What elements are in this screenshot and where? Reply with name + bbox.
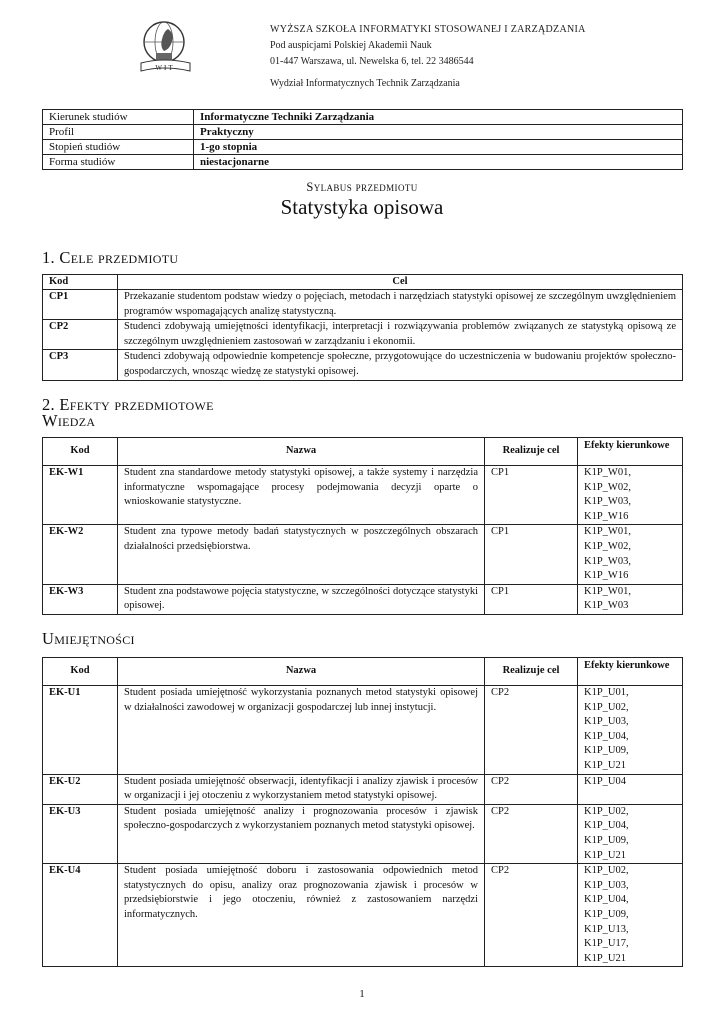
info-row (43, 125, 683, 140)
effect-text: Student posiada umiejętność doboru i zastosowania odpowiednich metod statystycznych do opisu, analizy oraz prognozowania zjawisk i procesów w przedsiębiorstwie i jego otoczeniu, również z zastosowaniem narzędzi informatycznych. (118, 864, 485, 967)
effect-directional-list (578, 686, 683, 775)
effect-code: EK-U4 (43, 864, 118, 967)
page-number: 1 (359, 988, 365, 1000)
goal-text: Przekazanie studentom podstaw wiedzy o pojęciach, metodach i narzędziach statystyki opisowej ze szczególnym uwzględnieniem programów wspomagających analizę statystyczną. (118, 290, 683, 320)
effect-code: EK-W2 (43, 525, 118, 584)
knowledge-table (42, 437, 683, 615)
effect-text: Student zna standardowe metody statystyki opisowej, a także systemy i narzędzia informatyczne wspomagające procesy podejmowania decyzji oparte o wnioskowanie statystyczne. (118, 466, 485, 525)
info-label: Stopień studiów (43, 140, 194, 155)
faculty-name: Wydział Informatycznych Technik Zarządzania (270, 78, 460, 89)
goal-text: Studenci zdobywają umiejętności identyfikacji, interpretacji i rozwiązywania problemów związanych ze statystyką opisową ze szczególnym uwzględnieniem zastosowań w zarządzaniu i ekonomii. (118, 320, 683, 350)
directional-effect: K1P_U21 (584, 849, 627, 861)
course-title: Statystyka opisowa (280, 195, 444, 219)
skills-heading: Umiejętności (42, 629, 135, 648)
skills-table (42, 657, 683, 967)
effect-row (43, 686, 683, 775)
document-subtitle: Sylabus przedmiotu (306, 180, 418, 194)
effect-code: EK-W1 (43, 466, 118, 525)
directional-effect: K1P_U09, (584, 834, 629, 846)
knowledge-col-realizuje: Realizuje cel (485, 438, 578, 466)
goals-col-kod: Kod (43, 275, 118, 290)
knowledge-col-efekty: Efekty kierunkowe (578, 438, 683, 466)
info-value: niestacjonarne (194, 155, 683, 170)
goal-code: CP1 (43, 290, 118, 320)
info-value: Praktyczny (194, 125, 683, 140)
skills-col-nazwa: Nazwa (118, 658, 485, 686)
effect-goal: CP2 (485, 804, 578, 863)
knowledge-heading: Wiedza (42, 411, 96, 430)
effect-directional-list (578, 864, 683, 967)
directional-effect: K1P_W01, (584, 585, 631, 597)
effect-row (43, 525, 683, 584)
effect-goal: CP2 (485, 686, 578, 775)
effect-text: Student zna podstawowe pojęcia statystyczne, w szczególności dotyczące statystyki opisowej. (118, 584, 485, 614)
skills-col-kod: Kod (43, 658, 118, 686)
effect-row (43, 774, 683, 804)
goal-code: CP2 (43, 320, 118, 350)
directional-effect: K1P_U21 (584, 759, 627, 771)
effect-code: EK-W3 (43, 584, 118, 614)
info-row (43, 110, 683, 125)
directional-effect: K1P_W16 (584, 570, 629, 582)
directional-effect: K1P_U03, (584, 879, 629, 891)
effect-code: EK-U1 (43, 686, 118, 775)
effect-goal: CP1 (485, 466, 578, 525)
knowledge-col-nazwa: Nazwa (118, 438, 485, 466)
effect-directional-list (578, 525, 683, 584)
section-effects-heading: 2. Efekty przedmiotowe (42, 395, 214, 414)
effect-row (43, 864, 683, 967)
directional-effect: K1P_U04, (584, 894, 629, 906)
info-value: Informatyczne Techniki Zarządzania (194, 110, 683, 125)
directional-effect: K1P_U02, (584, 865, 629, 877)
directional-effect: K1P_U21 (584, 952, 627, 964)
info-label: Profil (43, 125, 194, 140)
directional-effect: K1P_U02, (584, 805, 629, 817)
effect-directional-list (578, 804, 683, 863)
directional-effect: K1P_W01, (584, 526, 631, 538)
skills-col-realizuje: Realizuje cel (485, 658, 578, 686)
directional-effect: K1P_U01, (584, 687, 629, 698)
effect-text: Student posiada umiejętność obserwacji, identyfikacji i analizy zjawisk i procesów w organizacji i jej otoczeniu z wykorzystaniem metod statystyki opisowej. (118, 774, 485, 804)
info-label: Kierunek studiów (43, 110, 194, 125)
goal-code: CP3 (43, 350, 118, 380)
directional-effect: K1P_U02, (584, 701, 629, 713)
goal-row (43, 350, 683, 380)
institution-address: 01-447 Warszawa, ul. Newelska 6, tel. 22 3486544 (270, 56, 474, 67)
directional-effect: K1P_U13, (584, 923, 629, 935)
directional-effect: K1P_U04 (584, 775, 627, 787)
directional-effect: K1P_U04, (584, 820, 629, 832)
directional-effect: K1P_U04, (584, 730, 629, 742)
goal-row (43, 320, 683, 350)
effect-row (43, 584, 683, 614)
effect-text: Student posiada umiejętność wykorzystania poznanych metod statystyki opisowej w działalności zawodowej w organizacji gospodarczej lub innej instytucji. (118, 686, 485, 775)
svg-text:WIT: WIT (155, 64, 175, 72)
section-goals-heading: 1. Cele przedmiotu (42, 248, 179, 267)
directional-effect: K1P_W02, (584, 481, 631, 493)
directional-effect: K1P_W02, (584, 540, 631, 552)
institution-header (270, 22, 586, 92)
effect-code: EK-U2 (43, 774, 118, 804)
directional-effect: K1P_W03 (584, 600, 629, 612)
effect-goal: CP2 (485, 864, 578, 967)
effect-directional-list (578, 466, 683, 525)
directional-effect: K1P_W16 (584, 510, 629, 522)
institution-name: WYŻSZA SZKOŁA INFORMATYKI STOSOWANEJ I ZARZĄDZANIA (270, 24, 586, 35)
directional-effect: K1P_U09, (584, 745, 629, 757)
effect-directional-list (578, 774, 683, 804)
goal-text: Studenci zdobywają odpowiednie kompetencje społeczne, przygotowujące do uczestniczenia w budowaniu projektów społeczno-gospodarczych, wnosząc wiedzę ze statystyki opisowej. (118, 350, 683, 380)
goals-table (42, 274, 683, 381)
effect-goal: CP2 (485, 774, 578, 804)
info-row (43, 140, 683, 155)
info-row (43, 155, 683, 170)
skills-col-efekty: Efekty kierunkowe (578, 658, 683, 686)
directional-effect: K1P_U03, (584, 716, 629, 728)
effect-row (43, 804, 683, 863)
directional-effect: K1P_U17, (584, 938, 629, 950)
goals-col-cel: Cel (118, 275, 683, 290)
goal-row (43, 290, 683, 320)
effect-goal: CP1 (485, 525, 578, 584)
directional-effect: K1P_W03, (584, 496, 631, 508)
effect-goal: CP1 (485, 584, 578, 614)
directional-effect: K1P_W03, (584, 555, 631, 567)
university-logo-icon (138, 17, 194, 77)
info-value: 1-go stopnia (194, 140, 683, 155)
institution-patronage: Pod auspicjami Polskiej Akademii Nauk (270, 40, 432, 51)
effect-code: EK-U3 (43, 804, 118, 863)
knowledge-col-kod: Kod (43, 438, 118, 466)
effect-directional-list (578, 584, 683, 614)
effect-text: Student posiada umiejętność analizy i prognozowania procesów i zjawisk społeczno-gospodarczych z wykorzystaniem poznanych metod statystyki opisowej. (118, 804, 485, 863)
effect-text: Student zna typowe metody badań statystycznych w poszczególnych obszarach działalności przedsiębiorstwa. (118, 525, 485, 584)
info-label: Forma studiów (43, 155, 194, 170)
effect-row (43, 466, 683, 525)
directional-effect: K1P_W01, (584, 467, 631, 478)
directional-effect: K1P_U09, (584, 908, 629, 920)
study-info-table (42, 109, 683, 170)
